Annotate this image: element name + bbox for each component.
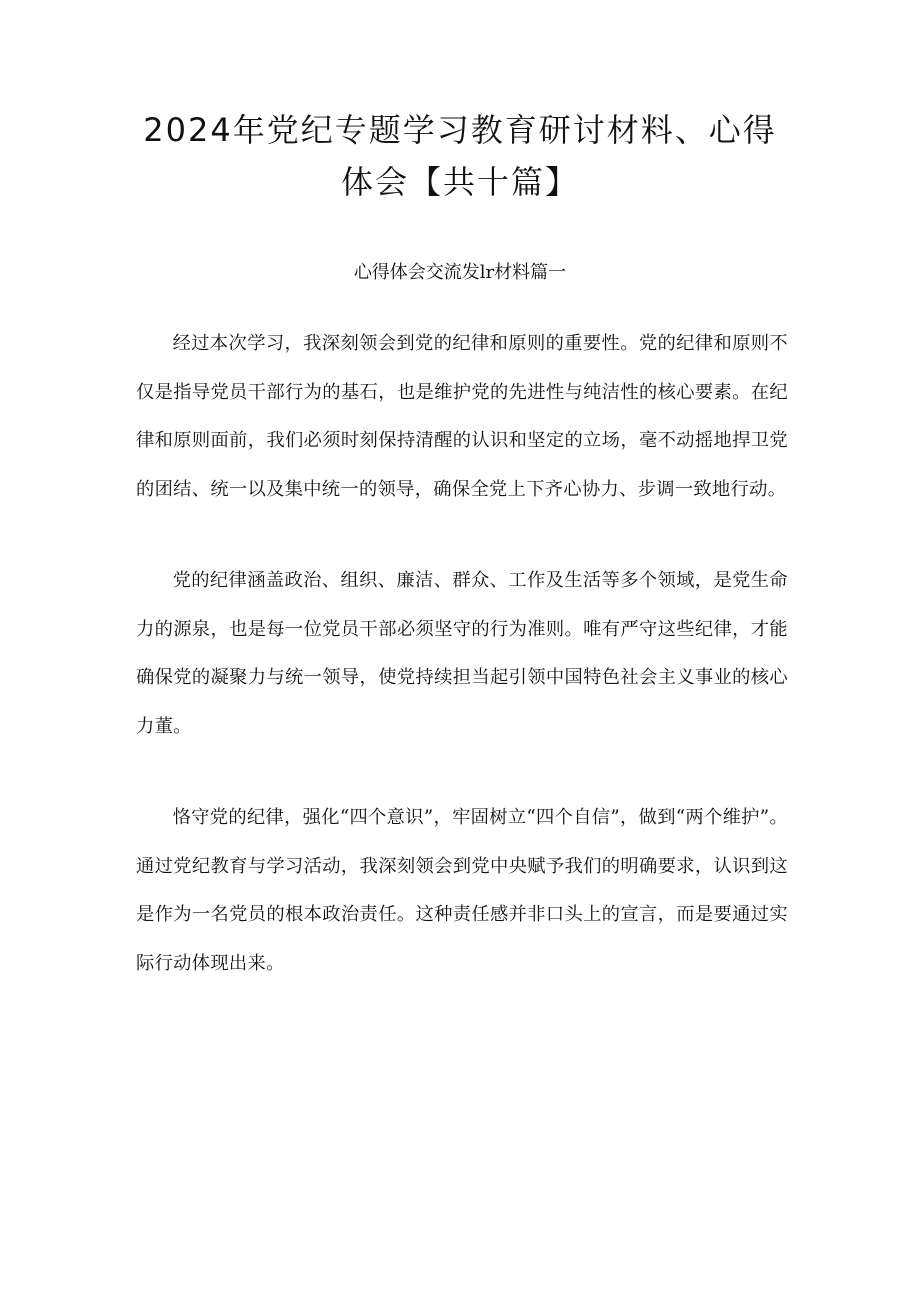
title-line-2: 体会【共十篇】 — [340, 163, 579, 201]
document-body — [136, 320, 788, 1031]
paragraph-3: 恪守党的纪律，强化“四个意识”，牢固树立“四个自信”，做到“两个维护”。通过党纪教育与学习活动，我深刻领会到党中央赋予我们的明确要求，认识到这是作为一名党员的根本政治责任。这种责任感并非口头上的宣言，而是要通过实际行动体现出来。 — [136, 807, 788, 974]
section-heading: 心得体会交流发lr材料篇一 — [353, 262, 567, 283]
paragraph-1: 经过本次学习，我深刻领会到党的纪律和原则的重要性。党的纪律和原则不仅是指导党员干部行为的基石，也是维护党的先进性与纯洁性的核心要素。在纪律和原则面前，我们必须时刻保持清醒的认识和坚定的立场，毫不动摇地捍卫党的团结、统一以及集中统一的领导，确保全党上下齐心协力、步调一致地行动。 — [136, 333, 788, 500]
title-line-1: 2024年党纪专题学习教育研讨材料、心得 — [143, 111, 777, 149]
paragraph-2: 党的纪律涵盖政治、组织、廉洁、群众、工作及生活等多个领域，是党生命力的源泉，也是每一位党员干部必须坚守的行为准则。唯有严守这些纪律，才能确保党的凝聚力与统一领导，使党持续担当起引领中国特色社会主义事业的核心力董。 — [136, 570, 788, 737]
document-title — [130, 104, 790, 208]
